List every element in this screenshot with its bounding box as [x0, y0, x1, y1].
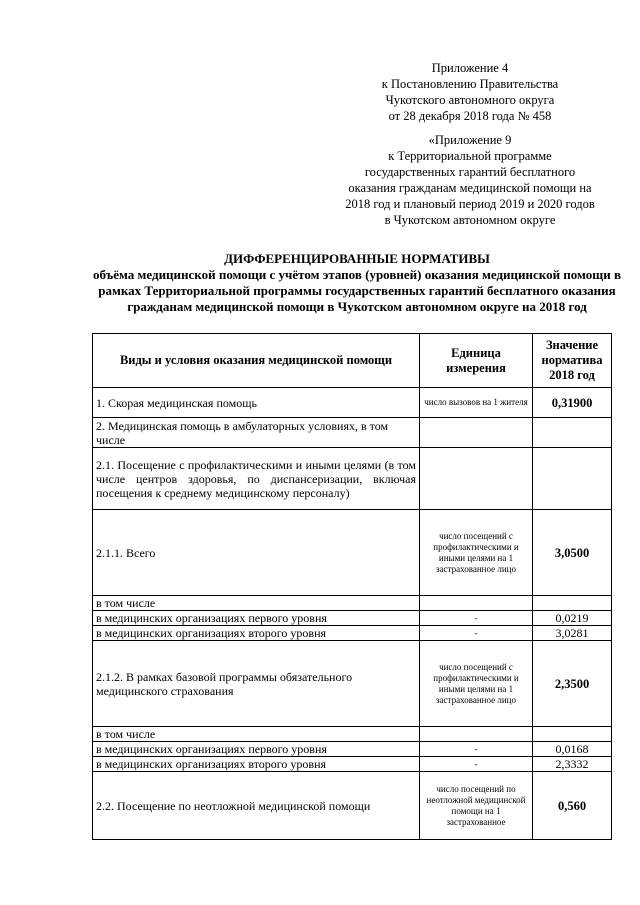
row-value [533, 727, 612, 742]
table-row [93, 596, 612, 611]
row-label: 1. Скорая медицинская помощь [93, 388, 420, 418]
row-unit: - [420, 611, 533, 626]
appendix-9-line-5: 2018 год и плановый период 2019 и 2020 годов [345, 197, 595, 211]
appendix-9-line-6: в Чукотском автономном округе [384, 213, 556, 227]
normatives-table [92, 333, 612, 840]
appendix-9-header [330, 132, 610, 228]
row-label: в том числе [93, 596, 420, 611]
table-row [93, 611, 612, 626]
header-kinds-conditions: Виды и условия оказания медицинской помощи [93, 334, 420, 388]
table-row [93, 510, 612, 596]
table-row [93, 448, 612, 510]
row-unit: число посещений с профилактическими и иными целями на 1 застрахованное лицо [420, 641, 533, 727]
row-unit [420, 727, 533, 742]
table-row [93, 641, 612, 727]
row-value [533, 448, 612, 510]
row-unit: - [420, 757, 533, 772]
header-unit: Единица измерения [420, 334, 533, 388]
row-value: 3,0500 [533, 510, 612, 596]
row-label: 2. Медицинская помощь в амбулаторных условиях, в том числе [93, 418, 420, 448]
appendix-4-line-2: к Постановлению Правительства [381, 77, 559, 91]
row-unit [420, 448, 533, 510]
appendix-9-line-3: государственных гарантий бесплатного [364, 165, 576, 179]
table-row [93, 418, 612, 448]
row-value: 0,31900 [533, 388, 612, 418]
row-value: 2,3500 [533, 641, 612, 727]
row-label: в медицинских организациях первого уровня [93, 742, 420, 757]
appendix-9-line-1: «Приложение 9 [428, 133, 512, 147]
appendix-9-line-2: к Территориальной программе [388, 149, 552, 163]
table-row [93, 388, 612, 418]
row-value: 3,0281 [533, 626, 612, 641]
row-unit [420, 418, 533, 448]
row-label: 2.1.1. Всего [93, 510, 420, 596]
table-header-row [93, 334, 612, 388]
appendix-4-line-1: Приложение 4 [431, 61, 509, 75]
table-row [93, 772, 612, 840]
row-unit: число посещений по неотложной медицинской помощи на 1 застрахованное [420, 772, 533, 840]
row-label: в том числе [93, 727, 420, 742]
row-label: 2.1.2. В рамках базовой программы обязательного медицинского страхования [93, 641, 420, 727]
row-value: 0,560 [533, 772, 612, 840]
row-value [533, 596, 612, 611]
row-value: 2,3332 [533, 757, 612, 772]
appendix-4-header [330, 60, 610, 124]
row-label: 2.2. Посещение по неотложной медицинской помощи [93, 772, 420, 840]
table-row [93, 626, 612, 641]
row-unit: число вызовов на 1 жителя [420, 388, 533, 418]
row-label: в медицинских организациях первого уровня [93, 611, 420, 626]
row-label: 2.1. Посещение с профилактическими и иными целями (в том числе центров здоровья, по диспансеризации, включая посещения к среднему медицинскому персоналу) [93, 448, 420, 510]
row-label: в медицинских организациях второго уровня [93, 626, 420, 641]
row-value [533, 418, 612, 448]
row-unit: число посещений с профилактическими и иными целями на 1 застрахованное лицо [420, 510, 533, 596]
document-title-main: ДИФФЕРЕНЦИРОВАННЫЕ НОРМАТИВЫ [224, 251, 490, 266]
row-value: 0,0168 [533, 742, 612, 757]
document-title [92, 251, 622, 315]
row-label: в медицинских организациях второго уровня [93, 757, 420, 772]
row-unit: - [420, 626, 533, 641]
header-value-2018: Значение норматива 2018 год [533, 334, 612, 388]
table-row [93, 742, 612, 757]
document-title-subtitle: объёма медицинской помощи с учётом этапов (уровней) оказания медицинской помощи в рамках Территориальной программы государственных гарантий бесплатного оказания гражданам медицинской помощи в Чукотском автономном округе на 2018 год [93, 267, 621, 314]
appendix-9-line-4: оказания гражданам медицинской помощи на [348, 181, 592, 195]
appendix-4-line-4: от 28 декабря 2018 года № 458 [388, 109, 552, 123]
row-value: 0,0219 [533, 611, 612, 626]
row-unit [420, 596, 533, 611]
row-unit: - [420, 742, 533, 757]
appendix-4-line-3: Чукотского автономного округа [385, 93, 555, 107]
table-row [93, 727, 612, 742]
table-row [93, 757, 612, 772]
